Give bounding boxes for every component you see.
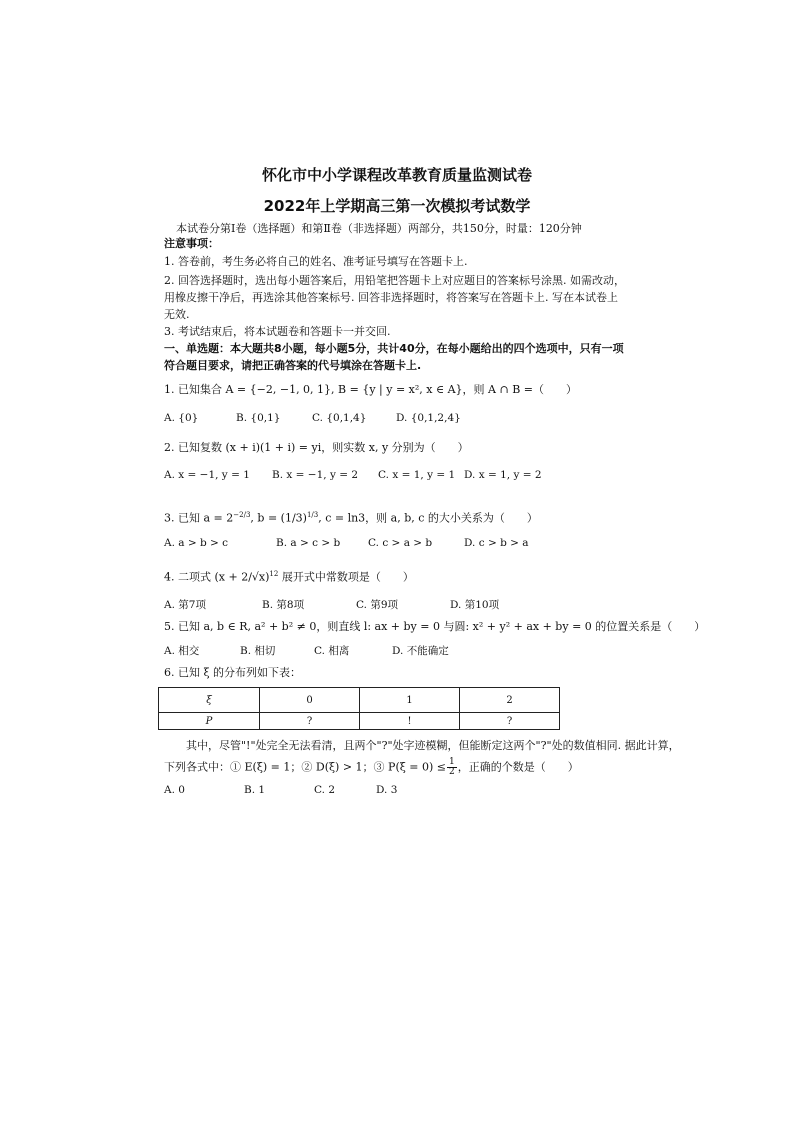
- question-4-exp: 12: [269, 570, 279, 578]
- table-cell: P: [159, 713, 260, 730]
- option-c: C. 第9项: [356, 599, 399, 611]
- option-a: A. a > b > c: [164, 537, 229, 549]
- exam-subtitle: 2022年上学期高三第一次模拟考试数学: [263, 197, 531, 215]
- question-6-stem: 6. 已知 ξ 的分布列如下表：: [164, 666, 302, 679]
- exam-info: 本试卷分第Ⅰ卷（选择题）和第Ⅱ卷（非选择题）两部分，共150分，时量：120分钟: [176, 222, 582, 235]
- option-c: C. c > a > b: [368, 537, 433, 549]
- notice-2a: 2. 回答选择题时，选出每小题答案后，用铅笔把答题卡上对应题目的答案标号涂黑. 如需改动，: [164, 274, 625, 287]
- table-cell: 0: [260, 688, 360, 713]
- option-a: A. 0: [164, 784, 185, 796]
- option-c: C. 相离: [314, 645, 350, 657]
- option-d: D. 不能确定: [392, 645, 449, 657]
- question-5-stem: 5. 已知 a, b ∈ R, a² + b² ≠ 0，则直线 l: ax + by = 0 与圆: x² + y² + ax + by = 0 的位置关系是（ ）: [164, 620, 706, 633]
- question-6-statements: [164, 758, 644, 777]
- fraction-denominator: 2: [449, 767, 455, 777]
- table-row: [159, 688, 560, 713]
- question-6-statements-post: ，正确的个数是（ ）: [457, 760, 579, 774]
- option-d: D. 3: [376, 784, 398, 796]
- option-a: A. x = −1, y = 1: [164, 469, 250, 481]
- question-3-exp-b: 1/3: [306, 511, 319, 519]
- table-cell: ξ: [159, 688, 260, 713]
- question-3-stem-pre: 3. 已知 a = 2: [164, 511, 234, 525]
- option-a: A. 第7项: [164, 599, 206, 611]
- option-a: A. {0}: [164, 412, 199, 424]
- section-heading-b: 符合题目要求，请把正确答案的代号填涂在答题卡上.: [164, 359, 422, 372]
- question-3-stem-mid: , b = (1/3): [250, 511, 307, 525]
- option-c: C. x = 1, y = 1: [378, 469, 456, 481]
- distribution-table: [158, 687, 560, 730]
- fraction: [447, 758, 457, 777]
- notice-heading: 注意事项：: [164, 237, 219, 250]
- notice-2c: 无效.: [164, 308, 190, 321]
- option-b: B. 第8项: [262, 599, 305, 611]
- option-c: C. {0,1,4}: [312, 412, 367, 424]
- notice-3: 3. 考试结束后，将本试题卷和答题卡一并交回.: [164, 325, 391, 338]
- option-d: D. c > b > a: [464, 537, 529, 549]
- question-6-statements-pre: 下列各式中：① E(ξ) = 1；② D(ξ) > 1；③ P(ξ = 0) ≤: [164, 760, 447, 774]
- option-b: B. 1: [244, 784, 266, 796]
- option-d: D. x = 1, y = 2: [464, 469, 542, 481]
- question-3-stem-post: , c = ln3，则 a, b, c 的大小关系为（ ）: [318, 511, 538, 525]
- question-2-stem: 2. 已知复数 (x + i)(1 + i) = yi，则实数 x, y 分别为（ ）: [164, 441, 469, 454]
- question-1-stem: 1. 已知集合 A = {−2, −1, 0, 1}, B = {y | y = x², x ∈ A}，则 A ∩ B =（ ）: [164, 383, 578, 396]
- table-cell: 2: [460, 688, 560, 713]
- option-a: A. 相交: [164, 645, 200, 657]
- option-b: B. x = −1, y = 2: [272, 469, 359, 481]
- option-d: D. {0,1,2,4}: [396, 412, 461, 424]
- question-4-stem-post: 展开式中常数项是（ ）: [278, 570, 414, 584]
- table-cell: ?: [460, 713, 560, 730]
- table-cell: ?: [260, 713, 360, 730]
- option-d: D. 第10项: [450, 599, 500, 611]
- exam-title: 怀化市中小学课程改革教育质量监测试卷: [261, 166, 532, 184]
- question-4-stem-pre: 4. 二项式 (x + 2/√x): [164, 570, 270, 584]
- table-cell: !: [360, 713, 460, 730]
- table-cell: 1: [360, 688, 460, 713]
- option-b: B. a > c > b: [276, 537, 341, 549]
- section-heading-a: 一、单选题：本大题共8小题，每小题5分，共计40分，在每小题给出的四个选项中，只有一项: [164, 342, 624, 355]
- notice-2b: 用橡皮擦干净后，再选涂其他答案标号. 回答非选择题时，将答案写在答题卡上. 写在本试卷上: [164, 291, 618, 304]
- question-6-note: 其中，尽管"!"处完全无法看清，且两个"?"处字迹模糊，但能断定这两个"?"处的数值相同. 据此计算，: [186, 739, 680, 752]
- question-3-exp-a: −2/3: [233, 511, 251, 519]
- table-row: [159, 713, 560, 730]
- option-b: B. {0,1}: [236, 412, 281, 424]
- fraction-numerator: 1: [449, 757, 455, 767]
- question-3-stem: [164, 509, 644, 525]
- notice-1: 1. 答卷前，考生务必将自己的姓名、准考证号填写在答题卡上.: [164, 255, 468, 268]
- question-4-stem: [164, 568, 644, 584]
- option-b: B. 相切: [240, 645, 276, 657]
- option-c: C. 2: [314, 784, 336, 796]
